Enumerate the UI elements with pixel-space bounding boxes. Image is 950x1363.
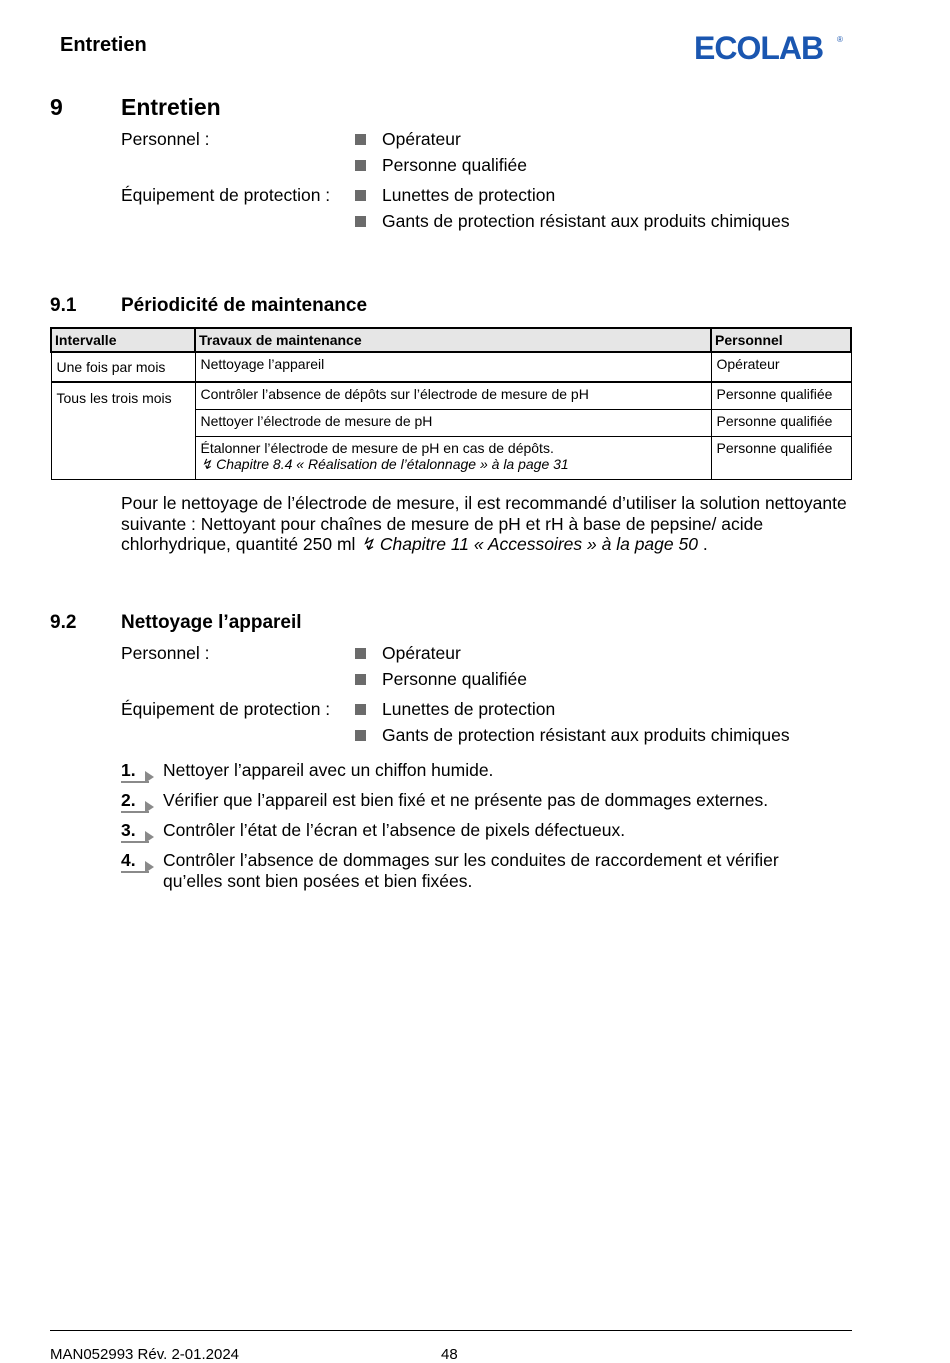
task-text: Étalonner l’électrode de mesure de pH en cas de dépôts.	[200, 439, 554, 456]
procedure-step	[121, 760, 823, 781]
procedure-step	[121, 820, 823, 841]
step-arrow-icon	[145, 861, 154, 873]
footer-divider	[50, 1330, 852, 1331]
task-cell: Contrôler l’absence de dépôts sur l’électrode de mesure de pH	[195, 382, 711, 409]
subsection-number: 9.2	[50, 612, 77, 633]
step-arrow-icon	[145, 771, 154, 783]
protection-label: Équipement de protection :	[121, 185, 331, 205]
step-number: 1.	[121, 760, 163, 781]
step-arrow-icon	[145, 831, 154, 843]
cleaning-note-paragraph: Pour le nettoyage de l’électrode de mesure, il est recommandé d’utiliser la solution nettoyante suivante : Nettoyant pour chaînes de mesure de pH et rH à base de pepsine/ acide chlorhydrique, quantité 250 ml ↯ Chapitre 11 « Accessoires » à la page 50 .	[121, 493, 847, 554]
personnel-cell: Personne qualifiée	[711, 382, 851, 409]
square-bullet-icon	[355, 704, 366, 715]
personnel-cell: Personne qualifiée	[711, 436, 851, 479]
task-cell: Nettoyage l’appareil	[195, 352, 711, 382]
bullet-item: Personne qualifiée	[355, 669, 527, 690]
bullet-item: Personne qualifiée	[355, 155, 527, 176]
subsection-title: Périodicité de maintenance	[121, 295, 368, 316]
column-header: Intervalle	[51, 328, 195, 352]
square-bullet-icon	[355, 190, 366, 201]
running-header: Entretien	[60, 34, 147, 56]
procedure-step	[121, 790, 823, 811]
svg-text:®: ®	[837, 35, 843, 44]
interval-cell: Une fois par mois	[51, 352, 195, 382]
bullet-item: Gants de protection résistant aux produits chimiques	[355, 725, 790, 746]
bullet-item: Lunettes de protection	[355, 185, 555, 206]
column-header: Travaux de maintenance	[195, 328, 711, 352]
chapter-reference-link[interactable]: ↯ Chapitre 11 « Accessoires » à la page 50	[360, 534, 698, 554]
step-arrow-icon	[145, 801, 154, 813]
square-bullet-icon	[355, 160, 366, 171]
chapter-reference-link[interactable]: ↯ Chapitre 8.4 « Réalisation de l’étalonnage » à la page 31	[200, 455, 569, 472]
step-number: 2.	[121, 790, 163, 811]
svg-text:ECOLAB: ECOLAB	[694, 30, 824, 64]
subsection-number: 9.1	[50, 295, 77, 316]
bullet-item: Opérateur	[355, 129, 461, 150]
personnel-cell: Personne qualifiée	[711, 409, 851, 436]
document-reference: MAN052993 Rév. 2-01.2024	[50, 1346, 240, 1363]
column-header: Personnel	[711, 328, 851, 352]
step-text: Nettoyer l’appareil avec un chiffon humide.	[163, 760, 494, 780]
ecolab-logo	[694, 30, 844, 64]
maintenance-table	[50, 327, 852, 480]
square-bullet-icon	[355, 134, 366, 145]
bullet-item: Gants de protection résistant aux produits chimiques	[355, 211, 790, 232]
step-text: Vérifier que l’appareil est bien fixé et ne présente pas de dommages externes.	[163, 790, 769, 810]
square-bullet-icon	[355, 216, 366, 227]
square-bullet-icon	[355, 648, 366, 659]
bullet-item: Lunettes de protection	[355, 699, 555, 720]
square-bullet-icon	[355, 730, 366, 741]
square-bullet-icon	[355, 674, 366, 685]
step-number: 4.	[121, 850, 163, 891]
page-number: 48	[441, 1346, 458, 1363]
step-number: 3.	[121, 820, 163, 841]
personnel-cell: Opérateur	[711, 352, 851, 382]
protection-label: Équipement de protection :	[121, 699, 331, 719]
table-header-row	[51, 328, 851, 352]
step-text: Contrôler l’état de l’écran et l’absence de pixels défectueux.	[163, 820, 626, 840]
bullet-item: Opérateur	[355, 643, 461, 664]
section-number: 9	[50, 94, 63, 120]
interval-cell: Tous les trois mois	[51, 382, 195, 479]
personnel-label: Personnel :	[121, 643, 210, 663]
task-cell: Nettoyer l’électrode de mesure de pH	[195, 409, 711, 436]
subsection-title: Nettoyage l’appareil	[121, 612, 302, 633]
procedure-step	[121, 850, 823, 891]
personnel-label: Personnel :	[121, 129, 210, 149]
step-text: Contrôler l’absence de dommages sur les conduites de raccordement et vérifier qu’elles sont bien posées et bien fixées.	[163, 850, 779, 891]
table-row	[51, 382, 851, 409]
task-cell	[195, 436, 711, 479]
section-title: Entretien	[121, 94, 221, 120]
table-row	[51, 352, 851, 382]
